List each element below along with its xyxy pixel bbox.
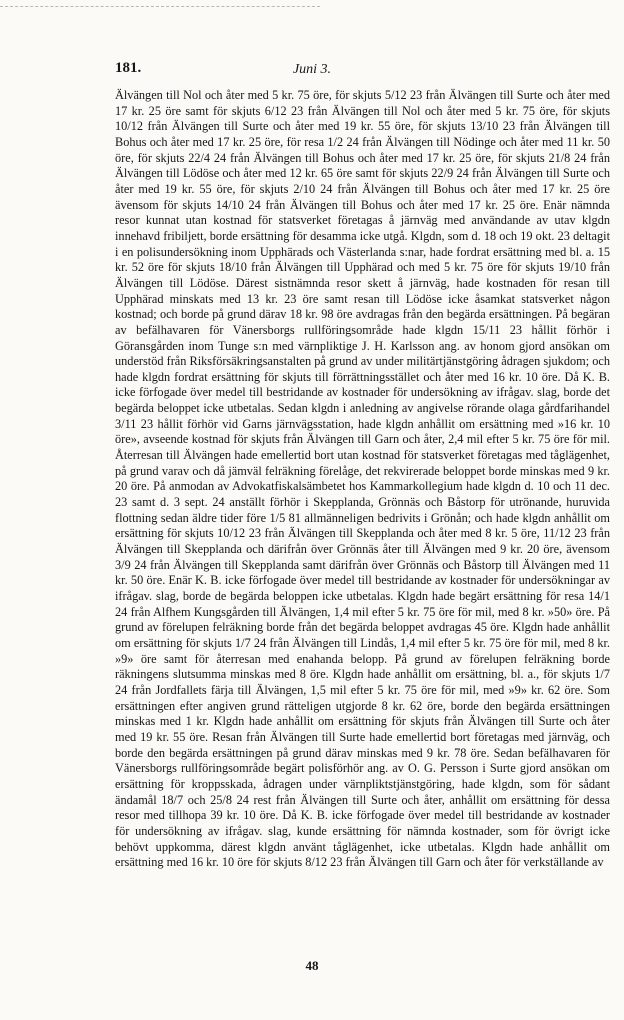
footer-page-number: 48 bbox=[305, 958, 319, 973]
page-number: 181. bbox=[115, 60, 142, 76]
body-text: Älvängen till Nol och åter med 5 kr. 75 öre, för skjuts 5/12 23 från Älvängen till Surte och åter med 17 kr. 25 öre samt för skjuts 6/12 23 från Älvängen till Nol och åter med 5 kr. 75 öre, för skjuts 10/12 från Älvängen till Surte och åter med 19 kr. 55 öre, för skjuts 13/10 23 från Älvängen till Bohus och åter med 17 kr. 25 öre, för resa 1/2 24 från Älvängen till Nödinge och åter med 11 kr. 50 öre, för skjuts 22/4 24 från Älvängen till Bohus och åter med 17 kr. 25 öre, för skjuts 21/8 24 från Älvängen till Lödöse och åter med 12 kr. 65 öre samt för skjuts 22/9 24 från Älvängen till Surte och åter med 19 kr. 55 öre, för skjuts 2/10 24 från Älvängen till Bohus och åter med 17 kr. 25 öre ävensom för skjuts 14/10 24 från Älvängen till Bohus och åter med 17 kr. 25 öre. Enär nämnda resor kunnat utan kostnad för statsverket företagas å järnväg med användande av utav klgdn innehavd fribiljett, borde ersättning för desamma icke utgå. Klgdn, som d. 18 och 19 okt. 23 deltagit i en polisundersökning inom Upphärads och Västerlanda s:nar, hade fordrat ersättning med bl. a. 15 kr. 52 öre för skjuts 18/10 från Älvängen till Upphärad och med 5 kr. 75 öre för skjuts 19/10 från Älvängen till Lödöse. Därest sistnämnda resor skett å järnväg, hade kostnaden för resan till Upphärad minskats med 13 kr. 23 öre samt resan till Lödöse icke åsamkat statsverket någon kostnad; och borde på grund därav 18 kr. 98 öre avdragas från den begärda ersättningen. På begäran av befälhavaren för Vänersborgs rullföringsområde hade klgdn 15/11 23 hållit förhör i Göransgården inom Tunge s:n med värnpliktige J. H. Karlsson ang. av honom gjord ansökan om understöd från Riksförsäkringsanstalten på grund av under militärtjänstgöring ådragen sjukdom; och hade klgdn fordrat ersättning för skjuts till förrättningsstället och åter med 16 kr. 10 öre. Då K. B. icke förfogade över medel till bestridande av kostnader för undersökning av ifrågav. slag, borde det begärda beloppet icke utbetalas. Sedan klgdn i anledning av angivelse rörande olaga gårdfarihandel 3/11 23 hållit förhör vid Garns järnvägsstation, hade klgdn anhållit om ersättning med »16 kr. 10 öre», avseende kostnad för skjuts från Älvängen till Garn och åter, 2,4 mil efter 5 kr. 75 öre för mil. Återresan till Älvängen hade emellertid bort utan kostnad för statsverket företagas med tåglägenhet, på grund varav och då jämväl felräkning förelåge, det rekvirerade beloppet borde minskas med 9 kr. 20 öre. På anmodan av Advokatfiskalsämbetet hos Kammarkollegium hade klgdn d. 10 och 11 dec. 23 samt d. 3 sept. 24 anställt förhör i Skepplanda, Grönnäs och Båstorp för utrönande, huruvida flottning sedan äldre tider före 1/5 81 allmänneligen bedrivits i Grönån; och hade klgdn anhållit om ersättning för skjuts 10/12 23 från Älvängen till Skepplanda och åter med 8 kr. 5 öre, 11/12 23 från Älvängen till Skepplanda och därifrån över Grönnäs åter till Älvängen med 9 kr. 20 öre, ävensom 3/9 24 från Älvängen till Skepplanda samt därifrån över Grönnäs och Båstorp till Älvängen med 11 kr. 50 öre. Enär K. B. icke förfogade över medel till bestridande av kostnader för undersökningar av ifrågav. slag, borde de begärda beloppen icke utbetalas. Klgdn hade begärt ersättning för resa 14/1 24 från Alfhem Kungsgården till Älvängen, 1,4 mil efter 5 kr. 75 öre för mil, med 8 kr. »50» öre. På grund av förelupen felräkning borde från det begärda beloppet avdragas 45 öre. Klgdn hade anhållit om ersättning för skjuts 1/7 24 från Älvängen till Lindås, 1,4 mil efter 5 kr. 75 öre för mil, med 8 kr. »9» öre samt för återresan med enahanda belopp. På grund av förelupen felräkning borde räkningens slutsumma minskas med 8 öre. Klgdn hade anhållit om ersättning, bl. a., för skjuts 1/7 24 från Jordfallets färja till Älvängen, 1,5 mil efter 5 kr. 75 öre för mil, med »9» kr. 62 öre. Som ersättningen efter angiven grund rätteligen utgjorde 8 kr. 62 öre, borde den begärda ersättningen minskas med 1 kr. Klgdn hade anhållit om ersättning för skjuts från Älvängen till Surte och åter med 19 kr. 55 öre. Resan från Älvängen till Surte hade emellertid bort företagas med järnväg, och borde den begärda ersättningen på grund därav minskas med 9 kr. 78 öre. Sedan befälhavaren för Vänersborgs rullföringsområde begärt polisförhör ang. av O. G. Persson i Surte gjord ansökan om ersättning för kroppsskada, ådragen under värnpliktstjänstgöring, hade klgdn, som för sådant ändamål 18/7 och 25/8 24 rest från Älvängen till Surte och åter, anhållit om ersättning för dessa resor med tillhopa 39 kr. 10 öre. Då K. B. icke förfogade över medel till bestridande av kostnader för undersökning av ifrågav. slag, kunde ersättning för nämnda kostnader, som för övrigt icke behövt uppkomma, därest klgdn använt tåglägenhet, icke utbetalas. Klgdn hade anhållit om ersättning med 16 kr. 10 öre för skjuts 8/12 23 från Älvängen till Garn och åter för verkställande av bbox=[115, 88, 610, 870]
scan-top-rule bbox=[0, 6, 320, 7]
running-head: Juni 3. bbox=[292, 62, 332, 77]
